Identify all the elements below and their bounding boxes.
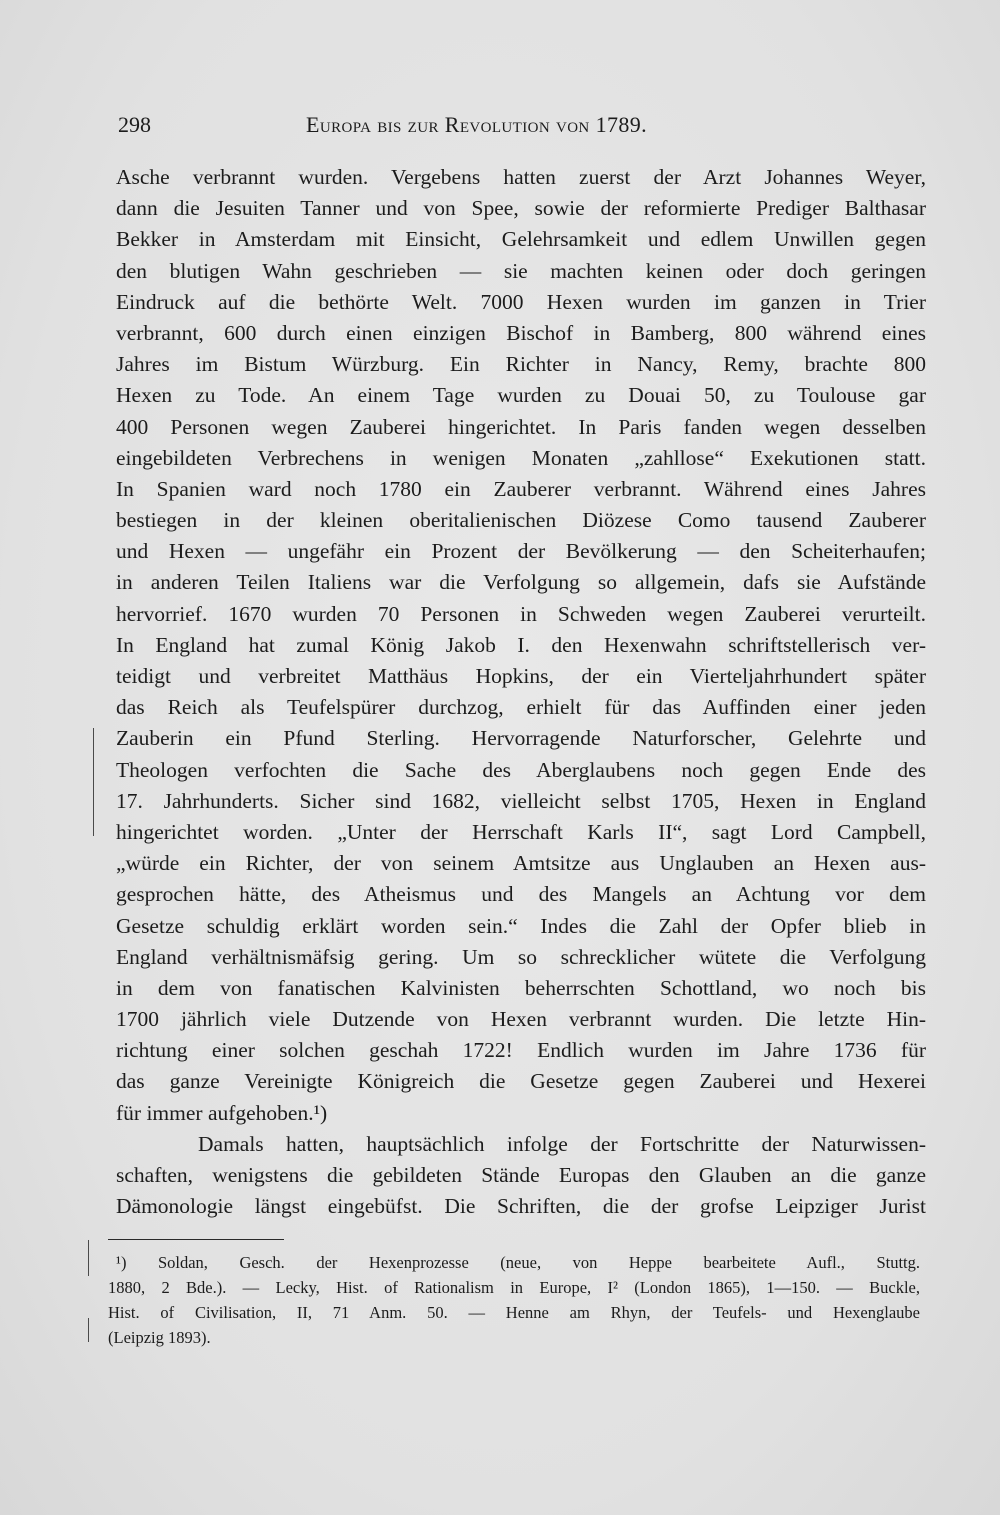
text-line: In Spanien ward noch 1780 ein Zauberer verbrannt. Während eines Jahres — [116, 476, 926, 501]
text-line: In England hat zumal König Jakob I. den Hexenwahn schriftstellerisch ver- — [116, 632, 926, 657]
text-line: Bekker in Amsterdam mit Einsicht, Gelehrsamkeit und edlem Unwillen gegen — [116, 227, 926, 252]
body-text — [116, 162, 926, 1222]
footnotes — [108, 1250, 920, 1350]
text-line: hervorrief. 1670 wurden 70 Personen in Schweden wegen Zauberei verurteilt. — [116, 601, 926, 626]
text-line: schaften, wenigstens die gebildeten Stände Europas den Glauben an die ganze — [116, 1163, 926, 1187]
page-header — [118, 112, 928, 144]
margin-pencil-mark — [93, 728, 94, 836]
text-line: verbrannt, 600 durch einen einzigen Bischof in Bamberg, 800 während eines — [116, 320, 926, 345]
text-line: in anderen Teilen Italiens war die Verfolgung so allgemein, dafs sie Aufstände — [116, 570, 926, 595]
text-line: in dem von fanatischen Kalvinisten beherrschten Schottland, wo noch bis — [116, 975, 926, 1000]
text-line: 17. Jahrhunderts. Sicher sind 1682, vielleicht selbst 1705, Hexen in England — [116, 788, 926, 813]
text-line: Gesetze schuldig erklärt worden sein.“ Indes die Zahl der Opfer blieb in — [116, 913, 926, 938]
text-line: Hexen zu Tode. An einem Tage wurden zu Douai 50, zu Toulouse gar — [116, 383, 926, 408]
text-line: dann die Jesuiten Tanner und von Spee, sowie der reformierte Prediger Balthasar — [116, 196, 926, 221]
text-line: und Hexen — ungefähr ein Prozent der Bevölkerung — den Scheiterhaufen; — [116, 539, 926, 564]
footnote-divider — [108, 1239, 284, 1240]
text-line: 1700 jährlich viele Dutzende von Hexen verbrannt wurden. Die letzte Hin- — [116, 1007, 926, 1032]
text-line: England verhältnismäfsig gering. Um so schrecklicher wütete die Verfolgung — [116, 944, 926, 969]
text-line: „würde ein Richter, der von seinem Amtsitze aus Unglauben an Hexen aus- — [116, 851, 926, 876]
text-line: teidigt und verbreitet Matthäus Hopkins, der ein Vierteljahrhundert später — [116, 664, 926, 688]
text-line: Asche verbrannt wurden. Vergebens hatten zuerst der Arzt Johannes Weyer, — [116, 165, 926, 189]
text-line: das Reich als Teufelspürer durchzog, erhielt für das Auffinden einer jeden — [116, 695, 926, 720]
text-line: Eindruck auf die bethörte Welt. 7000 Hexen wurden im ganzen in Trier — [116, 289, 926, 314]
running-title: Europa bis zur Revolution von 1789. — [306, 112, 648, 137]
text-line: den blutigen Wahn geschrieben — sie machten keinen oder doch geringen — [116, 258, 926, 283]
text-line: richtung einer solchen geschah 1722! Endlich wurden im Jahre 1736 für — [116, 1038, 926, 1063]
text-line: Jahres im Bistum Würzburg. Ein Richter in Nancy, Remy, brachte 800 — [116, 352, 926, 377]
text-line: Dämonologie längst eingebüfst. Die Schriften, die der grofse Leipziger Jurist — [116, 1194, 926, 1219]
page-number: 298 — [118, 112, 151, 137]
text-line-paragraph-start: Damals hatten, hauptsächlich infolge der Fortschritte der Naturwissen- — [198, 1131, 926, 1156]
footnote-line: ¹) Soldan, Gesch. der Hexenprozesse (neue, von Heppe bearbeitete Aufl., Stuttg. — [116, 1253, 920, 1272]
text-line: gesprochen hätte, des Atheismus und des Mangels an Achtung vor dem — [116, 882, 926, 907]
text-line-paragraph-end: für immer aufgehoben.¹) — [116, 1100, 328, 1125]
footnote-line: 1880, 2 Bde.). — Lecky, Hist. of Rationalism in Europe, I² (London 1865), 1—150. — Buckle, — [108, 1278, 920, 1297]
text-line: eingebildeten Verbrechens in wenigen Monaten „zahllose“ Exekutionen statt. — [116, 445, 926, 470]
text-line: das ganze Vereinigte Königreich die Gesetze gegen Zauberei und Hexerei — [116, 1069, 926, 1094]
text-line: Theologen verfochten die Sache des Aberglaubens noch gegen Ende des — [116, 757, 926, 782]
margin-pencil-mark — [88, 1240, 89, 1276]
footnote-line: Hist. of Civilisation, II, 71 Anm. 50. — Henne am Rhyn, der Teufels- und Hexenglaube — [108, 1303, 920, 1322]
text-line: hingerichtet worden. „Unter der Herrschaft Karls II“, sagt Lord Campbell, — [116, 819, 926, 844]
text-line: 400 Personen wegen Zauberei hingerichtet. In Paris fanden wegen desselben — [116, 414, 926, 439]
text-line: Zauberin ein Pfund Sterling. Hervorragende Naturforscher, Gelehrte und — [116, 726, 926, 751]
footnote-line: (Leipzig 1893). — [108, 1328, 211, 1347]
text-line: bestiegen in der kleinen oberitalienischen Diözese Como tausend Zauberer — [116, 508, 926, 533]
margin-pencil-mark — [88, 1318, 89, 1342]
